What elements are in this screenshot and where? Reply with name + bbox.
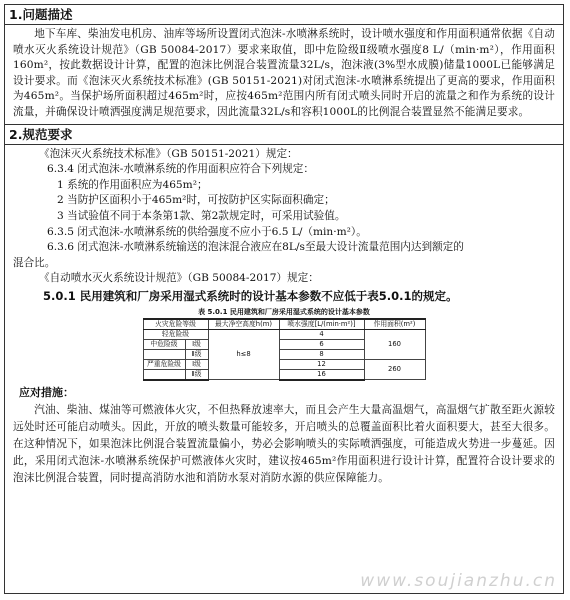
response-paragraph: 汽油、柴油、煤油等可燃液体火灾，不但热释放速率大，而且会产生大量高温烟气，高温烟气扩散至距火源较远处时还可能启动喷头。因此，开放的喷头数量可能较多，开启喷头的总覆盖面积比着火面积要大，甚至大很多。在这种情况下，如果泡沫比例混合装置流量偏小，势必会影响喷头的实际喷洒强度，可能造成火势进一步蔓延。因此，采用闭式泡沫-水喷淋系统保护可燃液体火灾时，建议按465m²作用面积进行设计计算，配置符合设计要求的泡沫比例混合装置，同时提高消防水池和消防水泵对消防水源的供应保障能力。 bbox=[13, 403, 555, 484]
header-intensity: 喷水强度[L/(min·m²)] bbox=[279, 319, 364, 330]
section2-body bbox=[5, 145, 563, 490]
section2-title: 2.规范要求 bbox=[5, 124, 563, 145]
table-row bbox=[143, 359, 425, 369]
cell-level: Ⅰ级 bbox=[192, 339, 201, 348]
cell-intensity: 6 bbox=[279, 339, 364, 349]
response-title: 应对措施： bbox=[19, 385, 74, 399]
watermark: www.soujianzhu.cn bbox=[360, 571, 557, 591]
cell-intensity: 16 bbox=[279, 369, 364, 380]
clause-5-0-1: 5.0.1 民用建筑和厂房采用湿式系统时的设计基本参数不应低于表5.0.1的规定。 bbox=[43, 288, 458, 303]
cell-area-160: 160 bbox=[364, 329, 425, 359]
clause-6-3-4-item2: 2 当防护区面积小于465m²时，可按防护区实际面积确定； bbox=[57, 194, 335, 207]
reference-gb50151: 《泡沫灭火系统技术标准》（GB 50151-2021）规定： bbox=[39, 147, 298, 160]
cell-intensity: 8 bbox=[279, 349, 364, 359]
cell-medium-hazard: 中危险级 bbox=[144, 340, 186, 349]
clause-6-3-5: 6.3.5 闭式泡沫-水喷淋系统的供给强度不应小于6.5 L/（min·m²）。 bbox=[47, 225, 367, 238]
table-row bbox=[143, 329, 425, 339]
cell-light-hazard: 轻危险级 bbox=[143, 329, 208, 339]
cell-area-260: 260 bbox=[364, 359, 425, 380]
design-parameter-table bbox=[143, 318, 426, 381]
document-frame bbox=[4, 4, 564, 594]
table-caption: 表 5.0.1 民用建筑和厂房采用湿式系统的设计基本参数 bbox=[198, 307, 370, 316]
problem-paragraph: 地下车库、柴油发电机房、油库等场所设置闭式泡沫-水喷淋系统时，设计喷水强度和作用面积通常依据《自动喷水灭火系统设计规范》（GB 50084-2017）要求来取值，即中危险级Ⅱ级喷水强度8 L/（min·m²），作用面积160m²，按此数据设计计算，配置的泡沫比例混合装置流量32L/s，泡沫液(3%型水成膜)储量1000L已能够满足设计要求。而《泡沫灭火系统技术标准》(GB 50151-2021)对闭式泡沫-水喷淋系统提出了更高的要求，作用面积为465m²。当保护场所面积超过465m²时，应按465m²范围内所有闭式喷头同时开启的流量之和作为系统的设计流量，并确保设计喷洒强度满足规范要求，因此流量32L/s和容积1000L的比例混合装置显然不能满足要求。 bbox=[13, 28, 555, 118]
clause-6-3-4-item3: 3 当试验值不同于本条第1款、第2款规定时，可采用试验值。 bbox=[57, 209, 346, 222]
clause-6-3-6-line1: 6.3.6 闭式泡沫-水喷淋系统输送的泡沫混合液应在8L/s至最大设计流量范围内达到额定的 bbox=[47, 241, 464, 254]
header-max-height: 最大净空高度h(m) bbox=[208, 319, 279, 330]
header-area: 作用面积(m²) bbox=[364, 319, 425, 330]
cell-level: Ⅱ级 bbox=[191, 369, 202, 378]
clause-6-3-4: 6.3.4 闭式泡沫-水喷淋系统的作用面积应符合下列规定： bbox=[47, 163, 314, 176]
section1-title: 1.问题描述 bbox=[5, 5, 563, 25]
cell-severe-hazard: 严重危险级 bbox=[144, 360, 186, 369]
table-header-row bbox=[143, 319, 425, 330]
cell-level: Ⅱ级 bbox=[191, 349, 202, 358]
medium-hazard-cell bbox=[144, 340, 208, 349]
clause-6-3-4-item1: 1 系统的作用面积应为465m²； bbox=[57, 178, 208, 191]
clause-6-3-6-line2: 混合比。 bbox=[13, 256, 56, 269]
reference-gb50084: 《自动喷水灭火系统设计规范》（GB 50084-2017）规定： bbox=[39, 272, 319, 285]
header-hazard-class: 火灾危险等级 bbox=[143, 319, 208, 330]
section1-body bbox=[5, 25, 563, 124]
cell-intensity: 12 bbox=[279, 359, 364, 369]
cell-level: Ⅰ级 bbox=[192, 359, 201, 368]
cell-intensity: 4 bbox=[279, 329, 364, 339]
cell-height: h≤8 bbox=[208, 329, 279, 380]
